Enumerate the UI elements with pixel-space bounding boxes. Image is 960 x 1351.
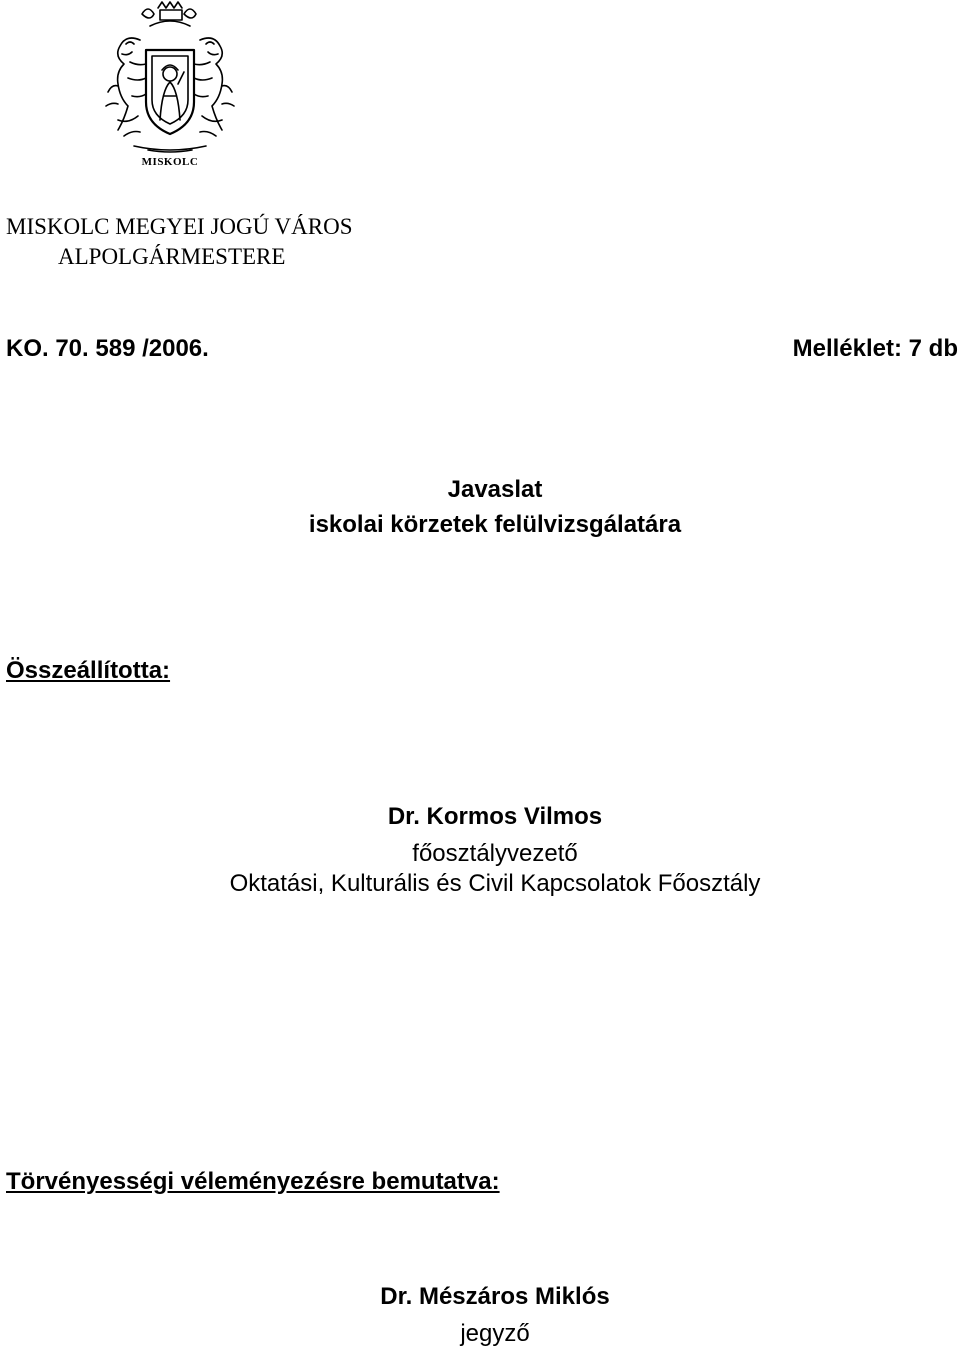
coat-of-arms-icon [100,0,240,172]
office-title: ALPOLGÁRMESTERE [58,244,286,269]
reference-number: KO. 70. 589 /2006. [6,335,209,362]
crest-label: MISKOLC [141,156,199,168]
proposal-subject: iskolai körzetek felülvizsgálatára [308,511,682,538]
author-position: főosztályvezető [412,840,578,867]
legal-review-label: Törvényességi véleményezésre bemutatva: [6,1168,500,1195]
compiled-by-label: Összeállította: [6,657,171,684]
author-name: Dr. Kormos Vilmos [387,803,603,830]
author-department: Oktatási, Kulturális és Civil Kapcsolatok Főosztály [229,870,761,897]
proposal-heading: Javaslat [447,476,543,503]
attachment-count: Melléklet: 7 db [792,335,958,362]
notary-title: jegyző [460,1320,530,1347]
city-title: MISKOLC MEGYEI JOGÚ VÁROS [6,214,353,239]
notary-name: Dr. Mészáros Miklós [380,1283,610,1310]
